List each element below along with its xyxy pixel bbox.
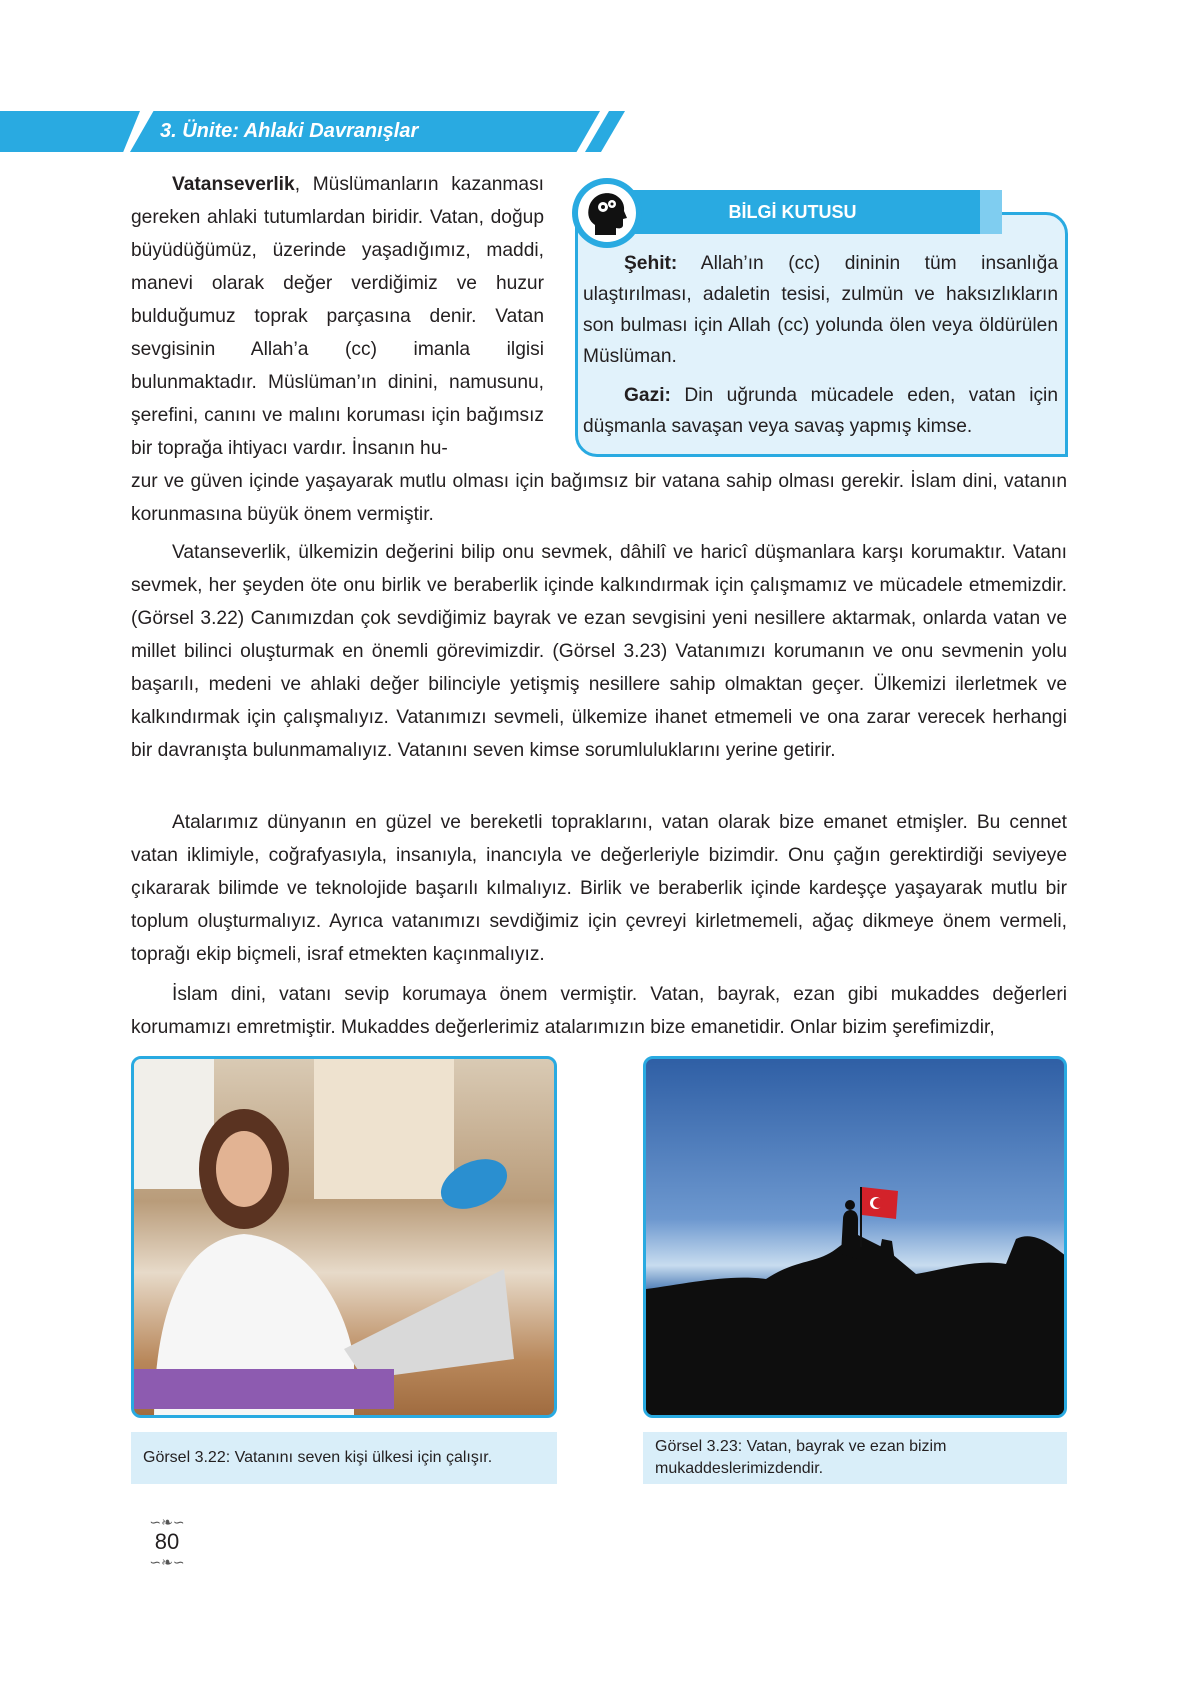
page-number-text: 80 [154,1529,180,1554]
ornament-icon: ∽❧∽ [149,1554,185,1570]
head-gears-icon [572,178,642,248]
figure-flag-photo [643,1056,1067,1418]
info-box-title: BİLGİ KUTUSU [728,202,857,222]
banner-stripe [0,111,140,152]
paragraph: Vatanseverlik, ülkemizin değerini bilip onu sevmek, dâhilî ve haricî düşmanlara karşı korumaktır. Vatanı sevmek, her şeyden öte onu birlik ve beraberlik içinde kalkındırmak için çalışmamız ve mücadele etmemizdir. (Görsel 3.22) Canımızdan çok sevdiğimiz bayrak ve ezan sevgisini yeni nesillere aktarmak, onlarda vatan ve millet bilinci oluşturmak en önemli görevimizdir. (Görsel 3.23) Vatanımızı korumanın ve onu sevmenin yolu başarılı, medeni ve ahlaki değer bilinciyle yetişmiş nesillere sahip olmaktan geçer. Ülkemizi ilerletmek ve kalkındırmak için çalışmalıyız. Vatanımızı sevmeli, ülkemize ihanet etmemeli ve ona zarar verecek herhangi bir davranışta bulunmamalıyız. Vatanını seven kimse sorumluluklarını yerine getirir. [131,542,1067,761]
intro-term: Vatanseverlik [172,174,295,195]
definition-gazi [583,380,1058,442]
definition-sehit [583,248,1058,372]
info-box [575,190,1068,457]
figure-caption: Görsel 3.22: Vatanını seven kişi ülkesi için çalışır. [131,1432,557,1484]
term: Gazi: [624,385,671,406]
intro-continuation: zur ve güven içinde yaşayarak mutlu olması için bağımsız bir vatana sahip olması gerekir. İslam dini, vatanın korunmasına büyük önem vermiştir. [131,471,1067,525]
unit-banner [0,111,640,152]
figure-doctor-photo [131,1056,557,1418]
definition: Din uğrunda mücadele eden, vatan için düşmanla savaşan veya savaş yapmış kimse. [583,385,1058,437]
unit-title: 3. Ünite: Ahlaki Davranışlar [160,120,419,142]
paragraph: İslam dini, vatanı sevip korumaya önem vermiştir. Vatan, bayrak, ezan gibi mukaddes değerleri korumamızı emretmiştir. Mukaddes değerlerimiz atalarımızın bize emanetidir. Onlar bizim şerefimizdir, [131,984,1067,1038]
paragraph: Atalarımız dünyanın en güzel ve bereketli topraklarını, vatan olarak bize emanet etmişler. Bu cennet vatan iklimiyle, coğrafyasıyla, insanıyla, inancıyla ve değerleriyle bizimdir. Onu çağın gerektirdiği seviyeye çıkararak bilimde ve teknolojide başarılı kılmalıyız. Birlik ve beraberlik içinde kardeşçe yaşayarak mutlu bir toplum oluşturmalıyız. Ayrıca vatanımızı sevdiğimiz için çevreyi kirletmemeli, ağaç dikmeye önem vermeli, toprağı ekip biçmeli, israf etmekten kaçınmalıyız. [131,812,1067,965]
page-number [133,1515,201,1569]
figure-caption: Görsel 3.23: Vatan, bayrak ve ezan bizim mukaddeslerimizdendir. [643,1432,1067,1484]
intro-paragraph [131,168,544,465]
term: Şehit: [624,253,678,274]
info-box-header-stripe [980,190,1002,234]
intro-text: , Müslümanların kazanması gereken ahlaki tutumlardan biridir. Vatan, doğup büyüdüğümüz, üzerinde yaşadığımız, maddi, manevi olarak değer verdiğimiz ve huzur bulduğumuz toprak parçasına denir. Vatan sevgisinin Allah’a (cc) imanla ilgisi bulunmaktadır. Müslüman’ın dinini, namusunu, şerefini, canını ve malını koruması için bağımsız bir toprağa ihtiyacı vardır. İnsanın hu- [131,174,544,459]
info-box-body [583,248,1058,442]
ornament-icon: ∽❧∽ [149,1514,185,1530]
definition: Allah’ın (cc) dininin tüm insanlığa ulaştırılması, adaletin tesisi, zulmün ve haksızlıkların son bulması için Allah (cc) yolunda ölen veya öldürülen Müslüman. [583,253,1058,367]
